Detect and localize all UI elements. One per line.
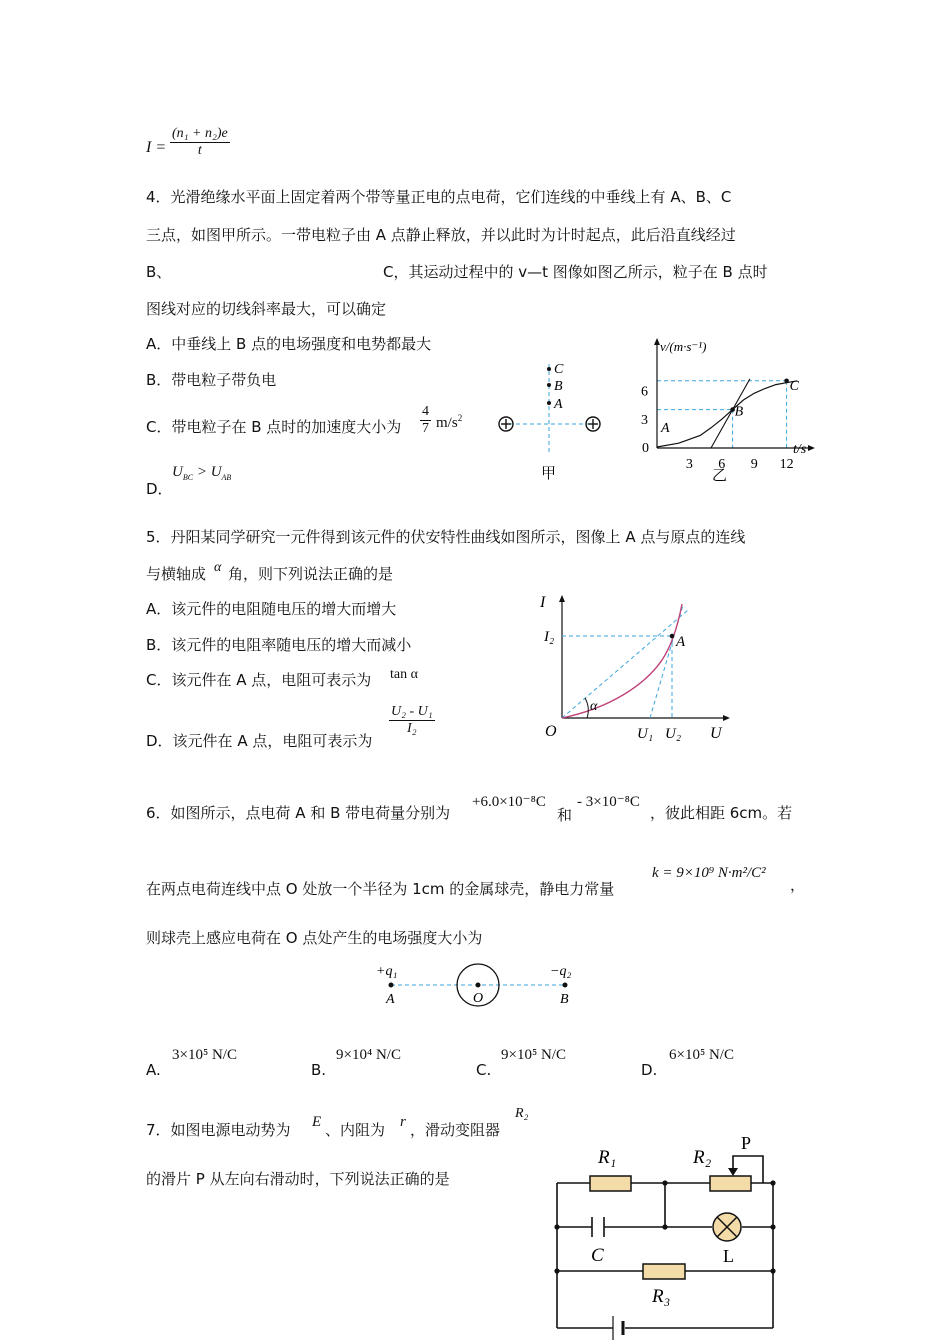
vt-tangent-at-b xyxy=(711,379,750,448)
q6-fig-o: O xyxy=(473,991,484,1006)
iu-u1-label: U₁ xyxy=(637,726,654,742)
vt-x-arrow xyxy=(808,445,815,451)
q6-option-c-value: 9×10⁵ N/C xyxy=(501,1047,566,1063)
circuit-p-label: P xyxy=(741,1133,752,1153)
vt-xtick-6: 6 xyxy=(718,457,726,472)
q6-fig-a: A xyxy=(386,992,395,1007)
q4-line2: 三点，如图甲所示。一带电粒子由 A 点静止释放，并以此时为计时起点，此后沿直线经过 xyxy=(146,226,736,244)
iu-u-label: U xyxy=(710,725,722,742)
q7-r2-symbol: R₂ xyxy=(515,1106,529,1121)
jia-point-c: C xyxy=(554,362,564,377)
jia-point-b: B xyxy=(554,379,563,394)
q4-option-d-label: D． xyxy=(146,480,173,498)
q6-option-a-label: A. xyxy=(146,1061,161,1079)
q3-formula-fraction xyxy=(170,126,230,159)
circuit-l-label: L xyxy=(723,1246,734,1266)
q5-option-c-formula: tan α xyxy=(390,667,418,682)
circuit-r3-label: R₃ xyxy=(652,1286,671,1307)
q4-option-a: A．中垂线上 B 点的电场强度和电势都最大 xyxy=(146,335,432,353)
jia-point-a: A xyxy=(554,397,563,412)
vt-xtick-9: 9 xyxy=(750,457,758,472)
q7-line1b: 、内阻为 xyxy=(325,1121,386,1139)
q3-fraction-numerator: (n₁ + n₂)e xyxy=(172,126,228,141)
vt-ytick-6: 6 xyxy=(641,384,648,400)
q6-comma: ， xyxy=(790,876,806,894)
vt-series-line xyxy=(657,381,797,447)
q4-figure-jia xyxy=(490,358,610,488)
yi-label: 乙 xyxy=(712,468,728,484)
q6-option-c-label: C. xyxy=(476,1061,492,1079)
q6-k-constant: k = 9×10⁹ N·m²/C² xyxy=(652,865,766,881)
q6-q2-value: - 3×10⁻⁸C xyxy=(577,794,640,810)
q6-fig-q1: +q₁ xyxy=(376,964,398,979)
iu-point-a-label: A xyxy=(676,634,686,650)
vt-ylabel: v/(m·s⁻¹) xyxy=(660,339,707,354)
circuit-c-label: C xyxy=(591,1245,604,1266)
q4-option-c-fraction xyxy=(420,404,431,437)
q5-option-c: C．该元件在 A 点，电阻可表示为 xyxy=(146,671,372,689)
q3-formula-lhs: I = xyxy=(146,139,167,156)
circuit-r2-label: R₂ xyxy=(693,1147,712,1168)
jia-label: 甲 xyxy=(541,466,557,482)
q6-fig-b: B xyxy=(560,992,569,1007)
q6-line2a: 在两点电荷连线中点 O 处放一个半径为 1cm 的金属球壳，静电力常量 xyxy=(146,880,615,898)
q4-line1: 4．光滑绝缘水平面上固定着两个带等量正电的点电荷，它们连线的中垂线上有 A、B、C xyxy=(146,188,732,206)
q5-option-d-denominator: I₂ xyxy=(407,721,417,736)
q7-line1c: ，滑动变阻器 xyxy=(410,1121,501,1139)
q4-option-c-denominator: 7 xyxy=(422,421,429,436)
q5-line2a: 与横轴成 xyxy=(146,565,207,583)
right-positive-charge xyxy=(586,417,600,431)
q6-option-b-label: B. xyxy=(311,1061,327,1079)
q6-option-d-label: D. xyxy=(641,1061,658,1079)
q6-line3: 则球壳上感应电荷在 O 点处产生的电场强度大小为 xyxy=(146,929,483,947)
vt-ytick-3: 3 xyxy=(641,413,648,429)
q5-option-a: A．该元件的电阻随电压的增大而增大 xyxy=(146,600,397,618)
vt-point-b-label: B xyxy=(734,404,744,420)
q4-unit-text: m/s xyxy=(436,415,458,431)
q6-option-b-value: 9×10⁴ N/C xyxy=(336,1047,401,1063)
q7-e-symbol: E xyxy=(312,1114,322,1130)
iu-origin-label: O xyxy=(545,723,557,740)
q3-fraction-denominator: t xyxy=(197,143,202,158)
iu-alpha-label: α xyxy=(590,699,598,714)
q7-r-symbol: r xyxy=(400,1114,406,1130)
vt-xlabel: t/s xyxy=(793,442,807,457)
vt-point-a-label: A xyxy=(661,421,670,436)
q5-alpha: α xyxy=(214,560,222,575)
circuit-r1-label: R₁ xyxy=(598,1147,617,1168)
q4-line3b: C，其运动过程中的 v—t 图像如图乙所示，粒子在 B 点时 xyxy=(383,263,768,281)
q6-option-a-value: 3×10⁵ N/C xyxy=(172,1047,237,1063)
q5-line1: 5．丹阳某同学研究一元件得到该元件的伏安特性曲线如图所示，图像上 A 点与原点的连线 xyxy=(146,528,746,546)
q5-line2b: 角，则下列说法正确的是 xyxy=(228,565,394,583)
q4-option-c-numerator: 4 xyxy=(422,404,429,419)
q6-q1-value: +6.0×10⁻⁸C xyxy=(472,794,546,810)
left-positive-charge xyxy=(499,417,513,431)
q6-line1a: 6．如图所示，点电荷 A 和 B 带电荷量分别为 xyxy=(146,804,451,822)
q5-option-d-fraction xyxy=(389,704,435,737)
vt-point-c-label: C xyxy=(789,378,799,394)
q6-and: 和 xyxy=(557,806,573,824)
q6-fig-q2: −q₂ xyxy=(550,964,572,979)
q5-iu-figure xyxy=(540,590,740,750)
vt-point-c-marker xyxy=(784,379,789,384)
q4-option-d-formula: $U_{BC} > U_{AB}$ xyxy=(172,464,232,482)
vt-origin: 0 xyxy=(642,441,649,456)
q7-line2: 的滑片 P 从左向右滑动时，下列说法正确的是 xyxy=(146,1170,450,1188)
iu-i-label: I xyxy=(540,594,546,611)
q4-line4: 图线对应的切线斜率最大，可以确定 xyxy=(146,300,387,318)
q4-unit-exp: 2 xyxy=(457,413,463,423)
q4-option-c: C．带电粒子在 B 点时的加速度大小为 xyxy=(146,418,402,436)
q5-option-d: D．该元件在 A 点，电阻可表示为 xyxy=(146,732,373,750)
q6-figure xyxy=(370,958,590,1018)
q4-option-c-unit xyxy=(436,413,462,432)
iu-i2-label: I₂ xyxy=(544,629,555,645)
vt-guide-lines xyxy=(657,381,787,448)
iu-u2-label: U₂ xyxy=(665,726,682,742)
vt-xtick-12: 12 xyxy=(779,457,794,472)
q6-option-d-value: 6×10⁵ N/C xyxy=(669,1047,734,1063)
q6-line1b: ，彼此相距 6cm。若 xyxy=(650,804,793,822)
q4-option-b: B．带电粒子带负电 xyxy=(146,371,277,389)
q7-line1a: 7．如图电源电动势为 xyxy=(146,1121,291,1139)
q4-line3a: B、 xyxy=(146,263,172,281)
q5-option-d-numerator: U₂ - U₁ xyxy=(391,704,433,719)
q5-option-b: B．该元件的电阻率随电压的增大而减小 xyxy=(146,636,412,654)
q4-figure-yi-chart xyxy=(630,333,820,488)
q7-circuit-figure xyxy=(545,1128,790,1344)
vt-xtick-3: 3 xyxy=(685,457,693,472)
